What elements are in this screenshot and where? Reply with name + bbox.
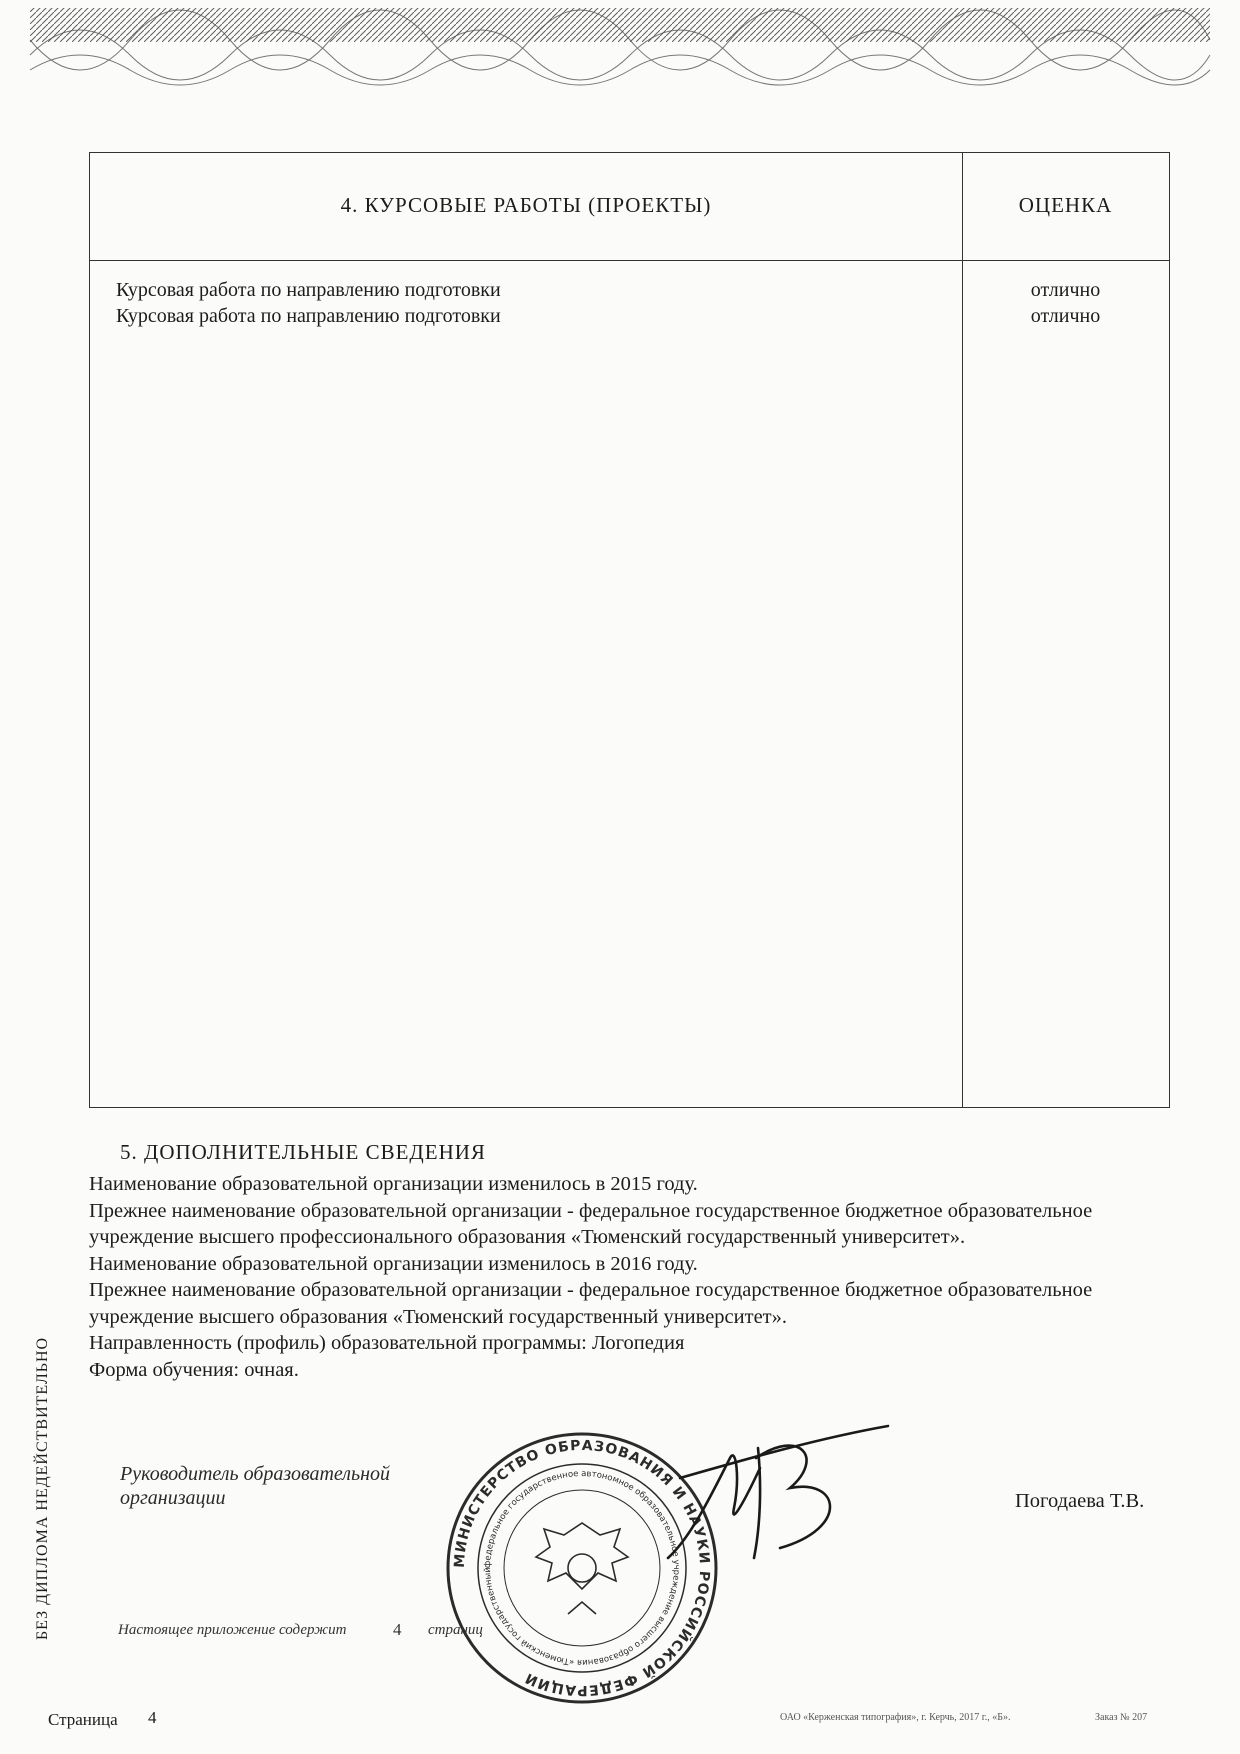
signatory-role-line: Руководитель образовательной <box>120 1463 391 1485</box>
svg-text:МИНИСТЕРСТВО ОБРАЗОВАНИЯ И НАУ: МИНИСТЕРСТВО ОБРАЗОВАНИЯ И НАУКИ РОССИЙСКОЙ ФЕДЕРАЦИИ <box>451 1437 713 1699</box>
coursework-grade: отлично <box>1030 305 1101 327</box>
signatory-name: Погодаева Т.В. <box>1015 1490 1145 1512</box>
signatory-role-line: организации <box>120 1487 226 1509</box>
handwritten-signature <box>650 1418 890 1573</box>
info-line: Форма обучения: очная. <box>89 1358 299 1381</box>
additional-info <box>89 1171 1099 1383</box>
pages-note-prefix: Настоящее приложение содержит <box>118 1622 347 1638</box>
coursework-table <box>89 152 1170 1108</box>
info-line: Направленность (профиль) образовательной программы: Логопедия <box>89 1332 685 1354</box>
svg-text:федеральное государственное ав: федеральное государственное автономное образовательное учреждение высшего образования «Тюменский государственный <box>482 1468 682 1668</box>
coursework-name: Курсовая работа по направлению подготовки <box>116 305 501 327</box>
info-line: Прежнее наименование образовательной организации - федеральное государственное бюджетное образовательное учреждение высшего профессионального образования «Тюменский государственный университет». <box>89 1199 1093 1248</box>
header-divider <box>90 260 1169 261</box>
additional-info-title: 5. ДОПОЛНИТЕЛЬНЫЕ СВЕДЕНИЯ <box>120 1140 486 1164</box>
order-number: Заказ № 207 <box>1095 1712 1148 1723</box>
page-label: Страница <box>48 1710 118 1729</box>
signatory-role <box>120 1462 390 1510</box>
coursework-grade: отлично <box>1030 279 1101 301</box>
coursework-names <box>116 277 936 329</box>
validity-note: БЕЗ ДИПЛОМА НЕДЕЙСТВИТЕЛЬНО <box>34 1336 51 1640</box>
pages-note <box>118 1620 483 1639</box>
printer-imprint: ОАО «Керженская типография», г. Керчь, 2017 г., «Б». <box>780 1712 1011 1723</box>
table-header-grade: ОЦЕНКА <box>1018 193 1113 217</box>
pages-count: 4 <box>393 1620 402 1639</box>
coursework-grades <box>962 277 1169 329</box>
info-line: Прежнее наименование образовательной организации - федеральное государственное бюджетное образовательное учреждение высшего образования «Тюменский государственный университет». <box>89 1279 1093 1328</box>
coursework-name: Курсовая работа по направлению подготовки <box>116 279 501 301</box>
pages-unit: страниц <box>428 1622 483 1638</box>
table-header-title: 4. КУРСОВЫЕ РАБОТЫ (ПРОЕКТЫ) <box>340 193 712 217</box>
info-line: Наименование образовательной организации изменилось в 2016 году. <box>89 1252 698 1275</box>
info-line: Наименование образовательной организации изменилось в 2015 году. <box>89 1173 698 1195</box>
page-number: 4 <box>148 1708 157 1727</box>
guilloche-border <box>0 0 1240 100</box>
